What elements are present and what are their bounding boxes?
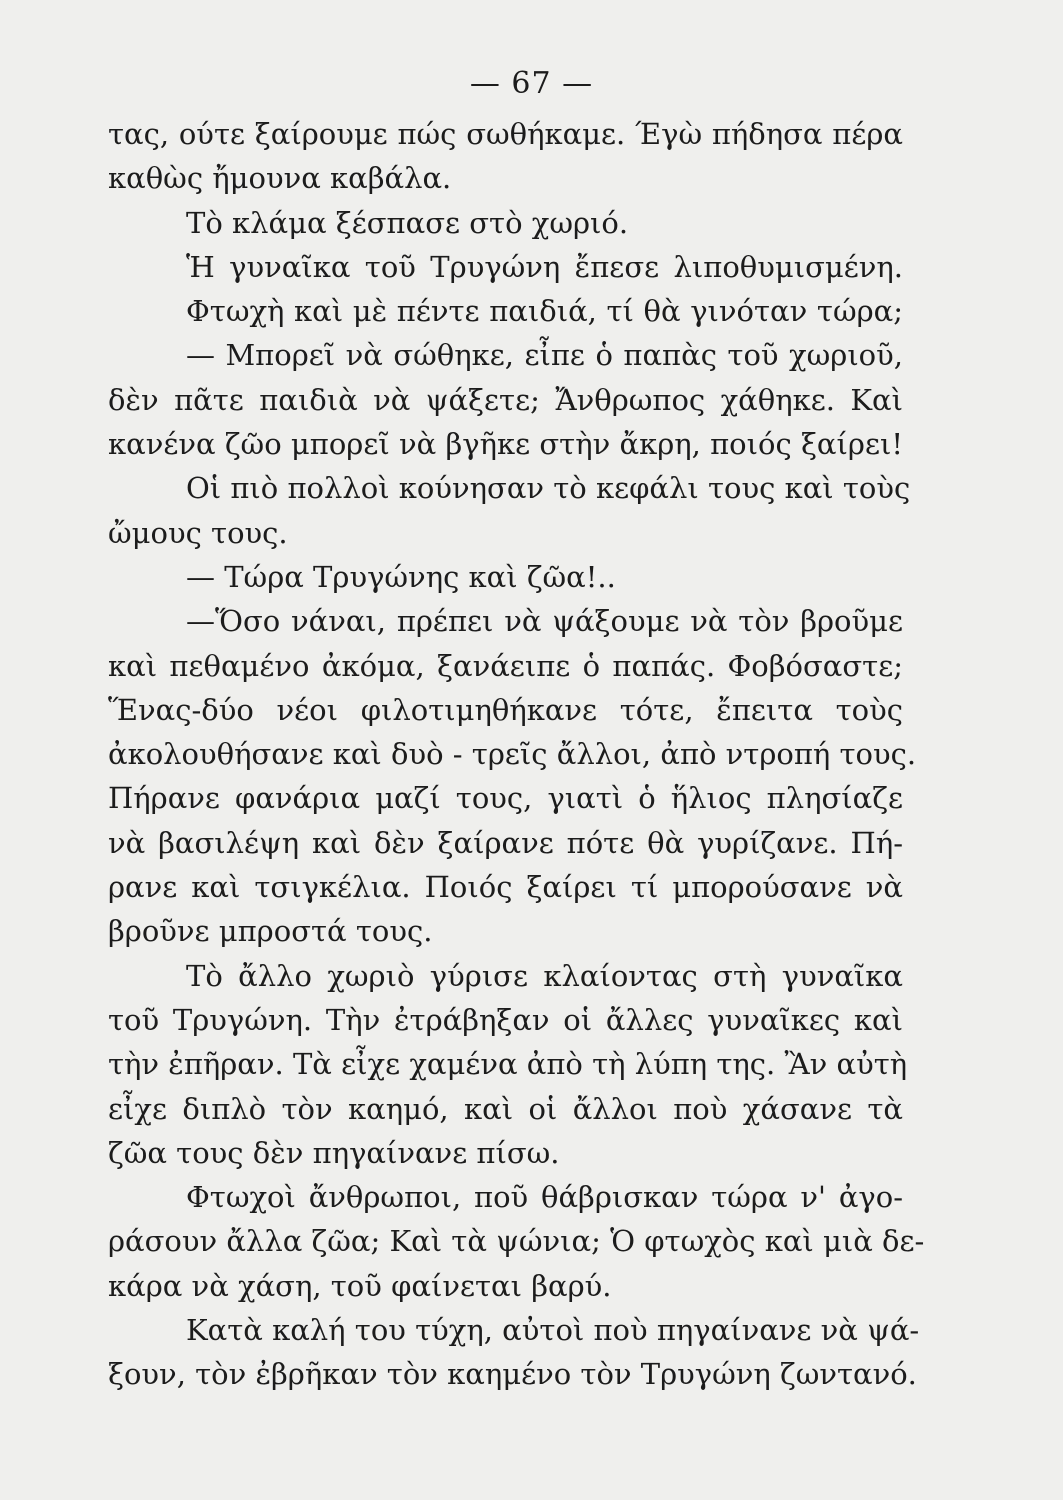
text-line: ζῶα τους δὲν πηγαίνανε πίσω. [108, 1135, 560, 1170]
text-line: καὶ πεθαμένο ἀκόμα, ξανάειπε ὁ παπάς. Φοβόσαστε; [108, 648, 903, 683]
text-line: — Μπορεῖ νὰ σώθηκε, εἶπε ὁ παπὰς τοῦ χωριοῦ, [186, 338, 903, 373]
text-line: Φτωχοὶ ἄνθρωποι, ποῦ θάβρισκαν τώρα ν' ἀγο- [186, 1180, 903, 1215]
text-line: —Ὅσο νάναι, πρέπει νὰ ψάξουμε νὰ τὸν βροῦμε [186, 604, 903, 639]
text-line: Φτωχὴ καὶ μὲ πέντε παιδιά, τί θὰ γινόταν τώρα; [186, 294, 903, 329]
page-number: — 67 — [469, 66, 594, 101]
text-line: ρανε καὶ τσιγκέλια. Ποιός ξαίρει τί μπορούσανε νὰ [108, 870, 903, 905]
body-text [108, 112, 925, 1397]
text-line: δὲν πᾶτε παιδιὰ νὰ ψάξετε; Ἄνθρωπος χάθηκε. Καὶ [108, 382, 903, 417]
text-line: Ἕνας-δύο νέοι φιλοτιμηθήκανε τότε, ἔπειτα τοὺς [108, 692, 903, 727]
text-line: κανένα ζῶο μπορεῖ νὰ βγῆκε στὴν ἄκρη, ποιός ξαίρει! [108, 427, 903, 462]
text-line: νὰ βασιλέψη καὶ δὲν ξαίρανε πότε θὰ γυρίζανε. Πή- [108, 825, 903, 860]
text-line: τας, ούτε ξαίρουμε πώς σωθήκαμε. Έγὼ πήδησα πέρα [108, 117, 903, 151]
text-line: βροῦνε μπροστά τους. [108, 914, 433, 949]
text-line: Κατὰ καλή του τύχη, αὐτοὶ ποὺ πηγαίνανε νὰ ψά- [186, 1313, 920, 1348]
text-line: ξουν, τὸν ἐβρῆκαν τὸν καημένο τὸν Τρυγώνη ζωντανό. [108, 1357, 917, 1392]
text-line: Πήρανε φανάρια μαζί τους, γιατὶ ὁ ἥλιος πλησίαζε [108, 781, 903, 816]
text-line: Τὸ ἄλλο χωριὸ γύρισε κλαίοντας στὴ γυναῖκα [186, 958, 903, 993]
text-line: τοῦ Τρυγώνη. Τὴν ἐτράβηξαν οἱ ἄλλες γυναῖκες καὶ [108, 1002, 903, 1037]
text-line: Τὸ κλάμα ξέσπασε στὸ χωριό. [186, 205, 629, 240]
text-line: ἀκολουθήσανε καὶ δυὸ - τρεῖς ἄλλοι, ἀπὸ ντροπή τους. [108, 737, 917, 772]
text-line: Ἡ γυναῖκα τοῦ Τρυγώνη ἔπεσε λιποθυμισμένη. [186, 249, 903, 284]
text-line: τὴν ἐπῆραν. Τὰ εἶχε χαμένα ἀπὸ τὴ λύπη της. Ἂν αὐτὴ [108, 1047, 908, 1082]
text-line: καθὼς ἤμουνα καβάλα. [108, 161, 452, 196]
text-line: εἶχε διπλὸ τὸν καημό, καὶ οἱ ἄλλοι ποὺ χάσανε τὰ [108, 1091, 903, 1126]
text-line: ὤμους τους. [108, 515, 288, 550]
text-line: ράσουν ἄλλα ζῶα; Καὶ τὰ ψώνια; Ὁ φτωχὸς καὶ μιὰ δε- [108, 1224, 925, 1259]
text-line: κάρα νὰ χάση, τοῦ φαίνεται βαρύ. [108, 1268, 612, 1303]
text-line: Οἱ πιὸ πολλοὶ κούνησαν τὸ κεφάλι τους καὶ τοὺς [186, 471, 911, 506]
text-line: — Τώρα Τρυγώνης καὶ ζῶα!.. [186, 559, 616, 594]
